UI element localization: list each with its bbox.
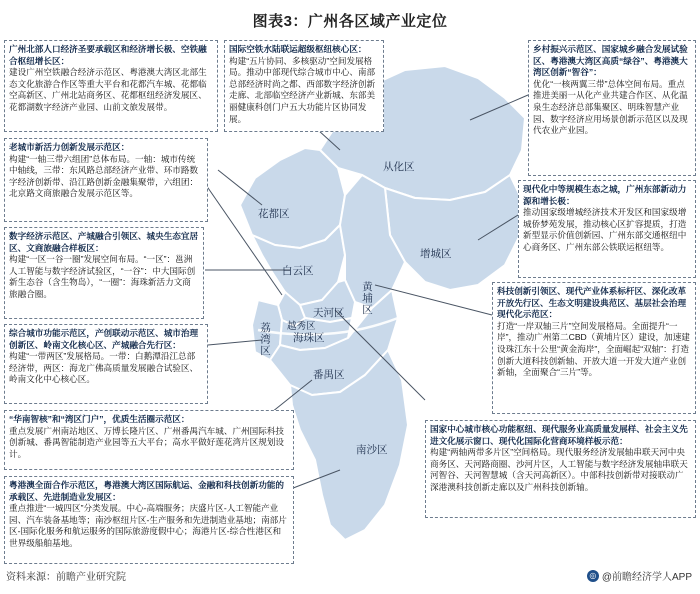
annotation-box-liwan: [4, 324, 208, 404]
annotation-body: 重点发展广州南站地区、万博长隆片区、广州番禺汽车城、广州国际科技创新城、番禺智能制造产业园等五大平台；高水平做好莲花湾片区规划设计。: [9, 425, 285, 459]
annotation-heading: 国际空铁水陆联运超级枢纽核心区：: [229, 44, 367, 54]
annotation-body: 构建“一带两区”发展格局。一带：白鹅潭沿江总部经济带，两区：海龙广佛高质量发展融合试验区、岭南文化中心核心区。: [9, 351, 199, 385]
annotation-box-huangpu: [492, 282, 696, 414]
annotation-body: 重点推进“一城四区”分类发展。中心-高端服务；庆盛片区-人工智能产业园、汽车装备基地等；南沙枢纽片区-生产服务和先进制造业基地；南部片区-国际化服务和航运服务的国际旅游度假中心；海港片区-综合性港区和世界级船舶基地。: [9, 503, 287, 548]
district-label-liwan: 荔湾区: [259, 322, 271, 357]
annotation-body: 构建“五片协同、多核驱动”空间发展格局。推动中部现代综合城市中心、南部总部经济时尚之都、西部数字经济创新走廊、北部临空经济产业新城、东部美丽健康科创门户五大功能片区协同发展。: [229, 55, 376, 124]
annotation-heading: 广州北部人口经济圣要承载区和经济增长极、空铁融合枢纽增长区：: [9, 44, 207, 66]
annotation-box-tianhe: [425, 420, 696, 518]
annotation-body: 建设广州空铁融合经济示范区、粤港澳大湾区北部生态文化旅游合作区等重大平台和花都汽车城、花都临空高新区、广州北站商务区、花都枢纽经济发展区、花都湖数字经济产业园、山前文旅发展带。: [9, 67, 207, 112]
district-label-haizhu: 海珠区: [293, 332, 325, 344]
annotation-box-nansha: [4, 476, 294, 564]
annotation-body: 打造“一岸双轴三片”空间发展格局。全面提升“一岸”，推动广州第二CBD（黄埔片区）建设，加速建设珠江东十公里“黄金海岸”，全面崛起“双轴”：打造创新大道科技创新轴、开放大道一开发大道产业创新轴，全面聚合“三片”等。: [497, 320, 690, 378]
brand-footer: [587, 568, 692, 583]
annotation-heading: 现代化中等规模生态之城，广州东部新动力源和增长极：: [523, 184, 687, 206]
annotation-box-airport: [224, 40, 384, 132]
annotation-box-panyu: [4, 410, 294, 470]
annotation-box-old-city: [4, 138, 208, 222]
annotation-heading: 数字经济示范区、产城融合引领区、城央生态宜居区、文商旅融合样板区：: [9, 231, 199, 253]
annotation-heading: 综合城市功能示范区，产创联动示范区、城市治理创新区、岭南文化核心区、产城融合先行区：: [9, 328, 199, 350]
district-label-nansha: 南沙区: [356, 444, 388, 456]
source-note: 资料来源：前瞻产业研究院: [6, 572, 126, 583]
annotation-box-zengcheng: [518, 180, 696, 278]
region-huadu: [240, 148, 345, 248]
annotation-body: 构建“一区一谷一圈”发展空间布局。“一区”：邕洲人工智能与数字经济试验区，“一谷”：中大国际创新生态谷（含生物岛），“一圈”：海珠新活力文商旅融合圈。: [9, 254, 196, 299]
annotation-heading: “华南智核”和“湾区门户”，优质生活圈示范区：: [9, 414, 190, 424]
annotation-heading: 粤港澳全面合作示范区，粤港澳大湾区国际航运、金融和科技创新功能的承载区、先进制造业发展区：: [9, 480, 285, 502]
annotation-box-baiyun: [4, 227, 204, 319]
annotation-heading: 科技创新引领区、现代产业体系标杆区、深化改革开放先行区、生态文明建设典范区、基层社会治理现代化示范区：: [497, 286, 687, 320]
annotation-body: 推动国家级增城经济技术开发区和国家级增城侨梦苑发展，推动核心区扩容提质，打造新型显示价值创新园、广州东部交通枢纽中心商务区、广州东部公铁联运枢纽等。: [523, 207, 687, 252]
district-label-baiyun: 白云区: [282, 265, 314, 277]
annotation-body: 优化“一核两翼三带”总体空间布局。重点推进美丽一从化产业共建合作区、从化温泉生态经济总部集聚区、明珠智慧产业园、数字经济应用场景创新示范区以及现代农业产业园。: [533, 78, 688, 136]
annotation-heading: 国家中心城市核心功能枢纽、现代服务业高质量发展样、社会主义先进文化展示窗口、现代化国际化营商环境样板示范：: [430, 424, 688, 446]
district-label-zengcheng: 增城区: [420, 248, 452, 260]
annotation-body: 构建“一轴三带六组团”总体布局。一轴：城市传统中轴线，三带：东风路总部经济产业带、环市路数字经济创新带、沿江路创新金融集聚带，六组团：北京路文商旅融合发展示范区等。: [9, 153, 199, 199]
district-label-conghua: 从化区: [383, 161, 415, 173]
brand-logo-icon: ◎: [587, 570, 599, 582]
district-label-huadu: 花都区: [258, 208, 290, 220]
district-label-huangpu: 黄埔区: [361, 281, 373, 316]
district-label-yuexiu: 越秀区: [287, 321, 316, 332]
annotation-box-conghua: [528, 40, 696, 176]
annotation-box-north: [4, 40, 218, 132]
annotation-body: 构建“两轴两带多片区”空间格局。现代服务经济发展轴串联天河中央商务区、天河路商圈、沙河片区，人工智能与数字经济发展轴串联天河智谷、天河智慧城（含天河高新区）。中部科技创新带对接联动广深港澳科技创新走廊以及广州科技创新轴。: [430, 447, 688, 492]
annotation-heading: 老城市新活力创新发展示范区：: [9, 142, 130, 152]
chart-title: 图表3：广州各区域产业定位: [252, 13, 448, 30]
district-label-tianhe: 天河区: [313, 307, 345, 319]
brand-text: @前瞻经济学人APP: [601, 572, 692, 583]
annotation-heading: 乡村振兴示范区、国家城乡融合发展试验区、粤港澳大湾区高质“绿谷”、粤港澳大湾区创新“智谷”：: [533, 44, 688, 78]
district-label-panyu: 番禺区: [313, 369, 345, 381]
